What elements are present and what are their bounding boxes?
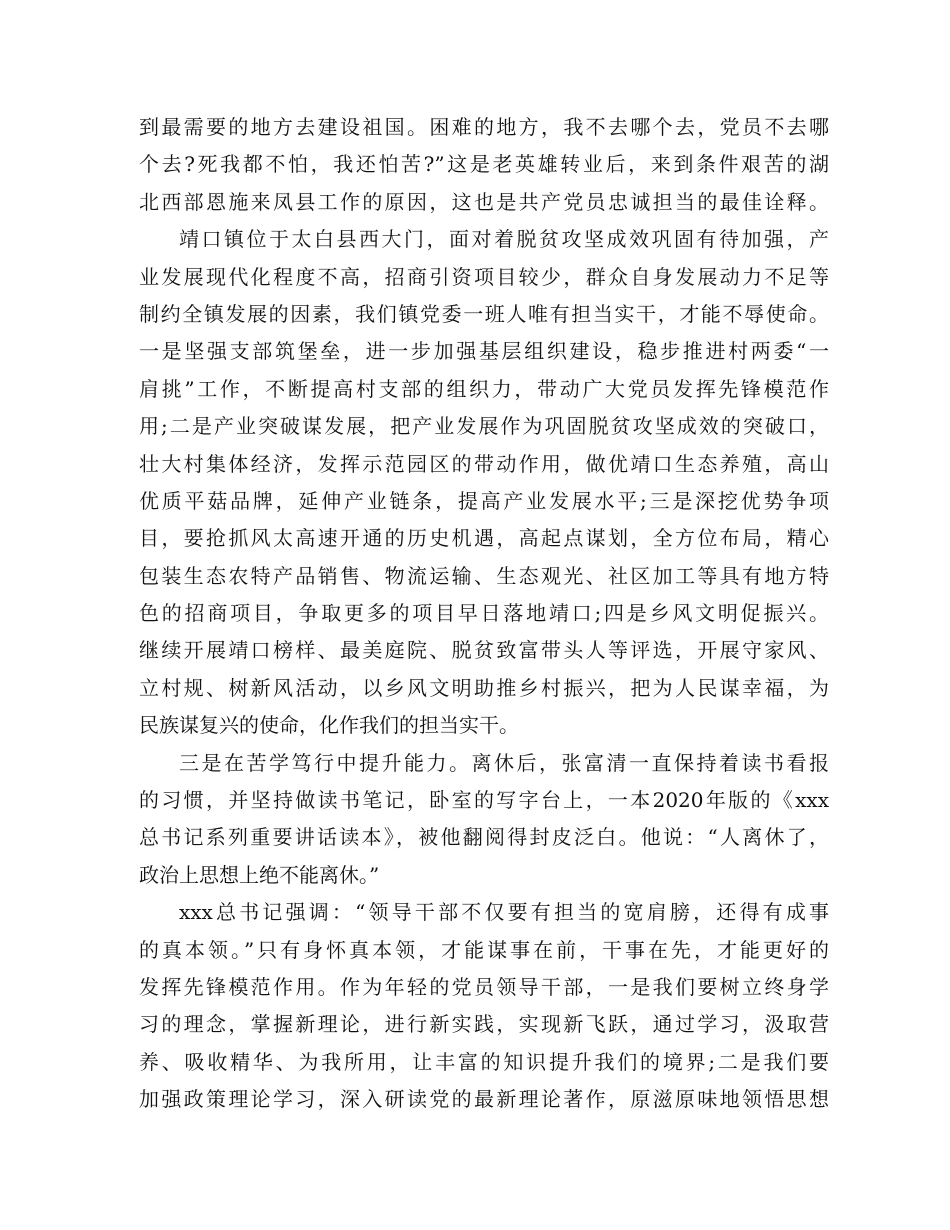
text-line: 一是坚强支部筑堡垒，进一步加强基层组织建设，稳步推进村两委“一 bbox=[139, 339, 829, 364]
text-line: 继续开展靖口榜样、最美庭院、脱贫致富带头人等评选，开展守家风、 bbox=[139, 638, 829, 663]
text-line: 色的招商项目，争取更多的项目早日落地靖口;四是乡风文明促振兴。 bbox=[139, 601, 829, 626]
text-line: 政治上思想上绝不能离休。” bbox=[139, 862, 380, 887]
text-line: 包装生态农特产品销售、物流运输、生态观光、社区加工等具有地方特 bbox=[139, 563, 829, 588]
text-line: 立村规、树新风活动，以乡风文明助推乡村振兴，把为人民谋幸福，为 bbox=[139, 675, 829, 700]
text-line: 三是在苦学笃行中提升能力。离休后，张富清一直保持着读书看报 bbox=[179, 750, 829, 775]
text-line: 优质平菇品牌，延伸产业链条，提高产业发展水平;三是深挖优势争项 bbox=[139, 488, 829, 513]
text-line: 目，要抢抓风太高速开通的历史机遇，高起点谋划，全方位布局，精心 bbox=[139, 526, 829, 551]
text-line: 习的理念，掌握新理论，进行新实践，实现新飞跃，通过学习，汲取营 bbox=[139, 1012, 829, 1037]
text-line: 加强政策理论学习，深入研读党的最新理论著作，原滋原味地领悟思想 bbox=[139, 1087, 829, 1112]
text-line: 靖口镇位于太白县西大门，面对着脱贫攻坚成效巩固有待加强，产 bbox=[179, 227, 829, 252]
text-line: 制约全镇发展的因素，我们镇党委一班人唯有担当实干，才能不辱使命。 bbox=[139, 301, 829, 326]
text-line: 个去?死我都不怕，我还怕苦?”这是老英雄转业后，来到条件艰苦的湖 bbox=[139, 152, 829, 177]
text-line: 用;二是产业突破谋发展，把产业发展作为巩固脱贫攻坚成效的突破口， bbox=[139, 414, 829, 439]
text-line: 民族谋复兴的使命，化作我们的担当实干。 bbox=[139, 713, 519, 738]
text-line: 业发展现代化程度不高，招商引资项目较少，群众自身发展动力不足等 bbox=[139, 264, 829, 289]
text-line: 的习惯，并坚持做读书笔记，卧室的写字台上，一本2020年版的《xxx bbox=[139, 788, 829, 813]
body-text bbox=[139, 109, 829, 1119]
text-line: xxx总书记强调：“领导干部不仅要有担当的宽肩膀，还得有成事 bbox=[179, 900, 829, 925]
text-line: 肩挑”工作，不断提高村支部的组织力，带动广大党员发挥先锋模范作 bbox=[139, 376, 829, 401]
text-line: 北西部恩施来凤县工作的原因，这也是共产党员忠诚担当的最佳诠释。 bbox=[139, 189, 829, 214]
text-line: 壮大村集体经济，发挥示范园区的带动作用，做优靖口生态养殖，高山 bbox=[139, 451, 829, 476]
text-line: 到最需要的地方去建设祖国。困难的地方，我不去哪个去，党员不去哪 bbox=[139, 115, 829, 139]
text-line: 养、吸收精华、为我所用，让丰富的知识提升我们的境界;二是我们要 bbox=[139, 1049, 829, 1074]
text-line: 发挥先锋模范作用。作为年轻的党员领导干部，一是我们要树立终身学 bbox=[139, 974, 829, 999]
text-line: 总书记系列重要讲话读本》，被他翻阅得封皮泛白。他说：“人离休了， bbox=[139, 825, 829, 850]
text-line: 的真本领。”只有身怀真本领，才能谋事在前，干事在先，才能更好的 bbox=[139, 937, 829, 962]
